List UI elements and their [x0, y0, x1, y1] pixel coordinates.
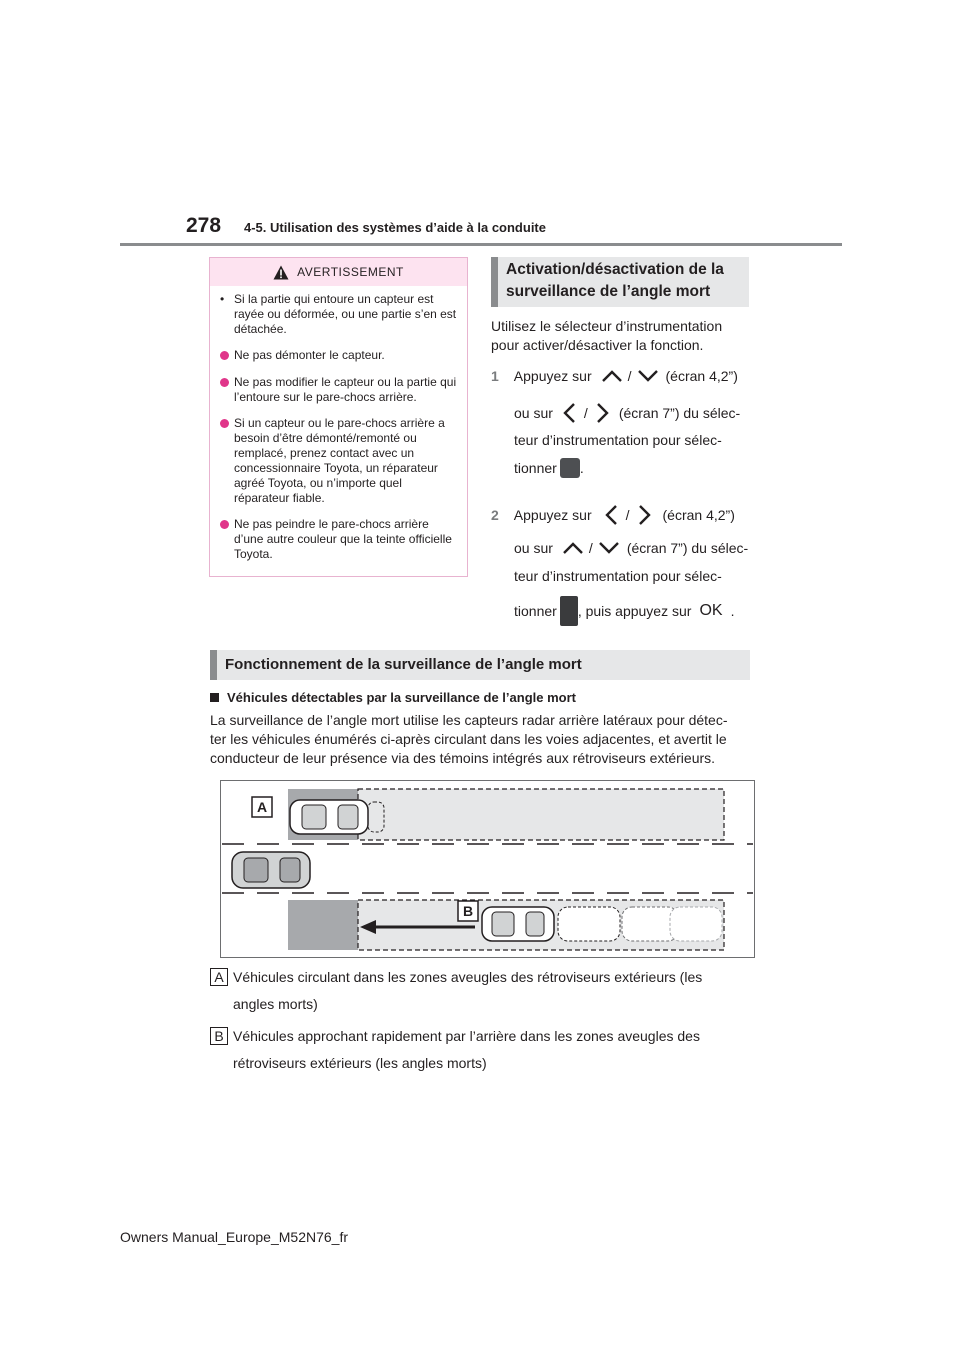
warning-item — [220, 375, 457, 405]
slash: / — [627, 368, 632, 384]
step-text: . — [730, 603, 735, 619]
legend-text: rétroviseurs extérieurs (les angles morts) — [233, 1055, 487, 1071]
approaching-car-ghost — [670, 907, 722, 941]
step-text: Appuyez sur — [513, 368, 592, 384]
step-number: 2 — [491, 507, 499, 523]
subheading-text: Véhicules détectables par la surveillance de l’angle mort — [227, 690, 576, 705]
chevron-down-icon — [637, 369, 659, 383]
warning-item — [220, 292, 457, 337]
slash: / — [588, 540, 593, 556]
step-text: , puis appuyez sur — [577, 603, 692, 619]
warning-item-text: Ne pas modifier le capteur ou la partie qui l’entoure sur le pare-chocs arrière. — [234, 375, 457, 404]
step2-line2 — [514, 540, 748, 556]
activation-heading — [491, 257, 749, 307]
intro-line: ter les véhicules énumérés ci-après circulant dans les voies adjacentes, et avertit le — [210, 731, 727, 747]
step1-line4 — [514, 458, 584, 478]
legend-text: Véhicules circulant dans les zones aveugles des rétroviseurs extérieurs (les — [233, 969, 703, 985]
warning-item-text: Ne pas démonter le capteur. — [234, 348, 385, 362]
legend-label-b: B — [210, 1027, 228, 1045]
activation-intro — [491, 317, 749, 355]
blind-spot-zone-b — [288, 900, 358, 950]
legend-label-a: A — [210, 968, 228, 986]
chevron-down-icon — [598, 541, 620, 555]
square-bullet-icon — [210, 693, 219, 702]
footer-doc-id: Owners Manual_Europe_M52N76_fr — [120, 1229, 349, 1245]
slash: / — [625, 507, 630, 523]
intro-line: La surveillance de l’angle mort utilise les capteurs radar arrière latéraux pour détec- — [210, 712, 728, 728]
step-text: (écran 7”) du sélec- — [626, 540, 749, 556]
warning-box — [209, 257, 468, 577]
bullet-dot-icon — [220, 419, 229, 428]
legend-text: angles morts) — [233, 996, 318, 1012]
chevron-left-icon — [562, 402, 576, 424]
chevron-up-icon — [601, 369, 623, 383]
step2-line3: teur d’instrumentation pour sélec- — [514, 568, 722, 584]
step2-line4 — [514, 596, 734, 626]
warning-item-text: Ne pas peindre le pare-chocs arrière d’une autre couleur que la teinte officielle Toyota. — [234, 517, 452, 561]
step-text: . — [579, 460, 584, 476]
warning-header — [210, 258, 467, 286]
bullet-marker: • — [220, 292, 225, 306]
step-text: tionner — [514, 460, 557, 476]
step-text: (écran 7”) du sélec- — [618, 405, 741, 421]
chevron-right-icon — [638, 504, 652, 526]
chevron-right-icon — [596, 402, 610, 424]
warning-body — [210, 286, 467, 562]
diagram-label-b: B — [462, 903, 474, 919]
intro-line: pour activer/désactiver la fonction. — [491, 337, 704, 353]
step-text: ou sur — [514, 540, 553, 556]
chevron-up-icon — [562, 541, 584, 555]
step2-line1 — [491, 504, 735, 526]
operation-subheading — [210, 690, 576, 705]
step-text: (écran 4,2”) — [662, 507, 735, 523]
detection-area-upper — [358, 789, 724, 840]
bullet-dot-icon — [220, 351, 229, 360]
slash: / — [583, 405, 588, 421]
operation-heading: Fonctionnement de la surveillance de l’angle mort — [210, 650, 750, 680]
step-number: 1 — [491, 368, 499, 384]
activation-heading-line: Activation/désactivation de la — [506, 261, 724, 278]
activation-heading-line: surveillance de l’angle mort — [506, 283, 711, 300]
header-divider — [120, 243, 842, 246]
legend-item-a — [210, 968, 702, 986]
legend-item-b — [210, 1027, 700, 1045]
bullet-dot-icon — [220, 378, 229, 387]
intro-line: conducteur de leur présence via des témoins intégrés aux rétroviseurs extérieurs. — [210, 750, 716, 766]
approaching-car-ghost — [558, 907, 620, 941]
warning-item — [220, 416, 457, 506]
step-text: (écran 4,2”) — [665, 368, 738, 384]
legend-text: Véhicules approchant rapidement par l’arrière dans les zones aveugles des — [233, 1028, 700, 1044]
warning-item-text: Si la partie qui entoure un capteur est rayée ou déformée, ou une partie s’en est détachée. — [234, 292, 457, 336]
intro-line: Utilisez le sélecteur d’instrumentation — [491, 318, 723, 334]
blind-spot-diagram — [220, 780, 755, 958]
step1-line3: teur d’instrumentation pour sélec- — [514, 432, 722, 448]
diagram-label-a: A — [256, 799, 268, 815]
ok-button-label: OK — [699, 602, 723, 619]
step-text: tionner — [514, 603, 557, 619]
page-number: 278 — [186, 214, 222, 237]
operation-intro — [210, 711, 750, 768]
warning-item — [220, 348, 457, 364]
bullet-dot-icon — [220, 520, 229, 529]
chevron-left-icon — [604, 504, 618, 526]
settings-gear-icon — [560, 458, 580, 478]
warning-item — [220, 517, 457, 562]
warning-triangle-icon — [273, 265, 289, 280]
step1-line1 — [491, 368, 738, 384]
step-text: Appuyez sur — [513, 507, 592, 523]
step-text: ou sur — [514, 405, 553, 421]
section-title: 4-5. Utilisation des systèmes d’aide à la conduite — [244, 220, 546, 235]
step1-line2 — [514, 402, 740, 424]
warning-item-text: Si un capteur ou le pare-chocs arrière a besoin d’être démonté/remonté ou remplacé, prenez contact avec un concessionnaire Toyota, un réparateur agréé Toyota, ou n’importe quel réparateur fiable. — [234, 416, 445, 505]
warning-title: AVERTISSEMENT — [297, 265, 404, 279]
blind-spot-monitor-icon — [560, 596, 578, 626]
